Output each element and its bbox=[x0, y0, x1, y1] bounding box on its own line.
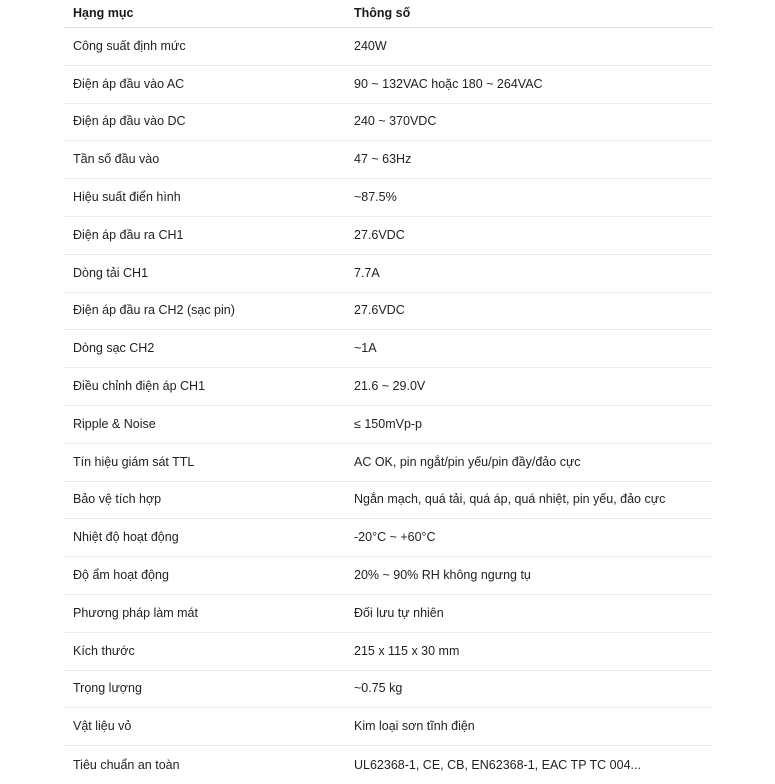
spec-name-cell: Tần số đầu vào bbox=[73, 152, 160, 167]
table-row bbox=[64, 293, 713, 331]
spec-value-cell: ≤ 150mVp-p bbox=[354, 416, 423, 431]
table-row bbox=[64, 444, 713, 482]
spec-name-cell: Độ ẩm hoạt động bbox=[73, 568, 169, 583]
table-row bbox=[64, 406, 713, 444]
spec-name-cell: Tiêu chuẩn an toàn bbox=[73, 757, 180, 772]
table-row bbox=[64, 633, 713, 671]
spec-name-cell: Dòng tải CH1 bbox=[73, 265, 149, 280]
spec-name-cell: Điện áp đầu vào AC bbox=[73, 76, 185, 91]
table-row bbox=[64, 519, 713, 557]
spec-name-cell: Ripple & Noise bbox=[73, 416, 156, 431]
table-row bbox=[64, 595, 713, 633]
spec-value-cell: ~87.5% bbox=[354, 190, 397, 205]
spec-name-cell: Điện áp đầu vào DC bbox=[73, 114, 186, 129]
table-row bbox=[64, 28, 713, 66]
spec-value-cell: UL62368-1, CE, CB, EN62368-1, EAC TP TC 004... bbox=[354, 757, 641, 772]
spec-name-cell: Bảo vệ tích hợp bbox=[73, 492, 162, 507]
table-row bbox=[64, 482, 713, 520]
header-category: Hạng mục bbox=[73, 6, 134, 20]
spec-value-cell: 21.6 ~ 29.0V bbox=[354, 379, 426, 394]
spec-value-cell: 90 ~ 132VAC hoặc 180 ~ 264VAC bbox=[354, 76, 543, 91]
spec-name-cell: Điện áp đầu ra CH1 bbox=[73, 227, 184, 242]
spec-value-cell: 7.7A bbox=[354, 265, 380, 280]
spec-value-cell: -20°C ~ +60°C bbox=[354, 530, 436, 545]
table-row bbox=[64, 179, 713, 217]
spec-value-cell: Ngắn mạch, quá tải, quá áp, quá nhiệt, pin yếu, đảo cực bbox=[354, 492, 666, 507]
spec-value-cell: AC OK, pin ngắt/pin yếu/pin đầy/đảo cực bbox=[354, 454, 581, 469]
table-row bbox=[64, 66, 713, 104]
table-row bbox=[64, 746, 713, 784]
table-row bbox=[64, 557, 713, 595]
spec-value-cell: 27.6VDC bbox=[354, 303, 405, 318]
header-spec: Thông số bbox=[354, 6, 411, 20]
spec-value-cell: 240W bbox=[354, 38, 387, 53]
spec-name-cell: Tín hiệu giám sát TTL bbox=[73, 454, 195, 469]
spec-name-cell: Trọng lượng bbox=[73, 681, 142, 696]
spec-name-cell: Kích thước bbox=[73, 643, 135, 658]
table-row bbox=[64, 255, 713, 293]
table-body bbox=[64, 28, 713, 784]
spec-name-cell: Nhiệt độ hoạt động bbox=[73, 530, 179, 545]
spec-table bbox=[64, 0, 713, 784]
spec-value-cell: ~1A bbox=[354, 341, 377, 356]
spec-name-cell: Dòng sạc CH2 bbox=[73, 341, 155, 356]
spec-value-cell: ~0.75 kg bbox=[354, 681, 403, 696]
spec-name-cell: Công suất định mức bbox=[73, 38, 186, 53]
table-row bbox=[64, 330, 713, 368]
table-row bbox=[64, 368, 713, 406]
table-row bbox=[64, 708, 713, 746]
spec-value-cell: 27.6VDC bbox=[354, 227, 405, 242]
spec-value-cell: Kim loại sơn tĩnh điện bbox=[354, 719, 475, 734]
spec-name-cell: Điện áp đầu ra CH2 (sạc pin) bbox=[73, 303, 235, 318]
spec-name-cell: Vật liệu vỏ bbox=[73, 719, 132, 734]
spec-name-cell: Hiệu suất điển hình bbox=[73, 190, 181, 205]
table-row bbox=[64, 141, 713, 179]
spec-name-cell: Điều chỉnh điện áp CH1 bbox=[73, 379, 206, 394]
table-row bbox=[64, 104, 713, 142]
spec-value-cell: 20% ~ 90% RH không ngưng tụ bbox=[354, 568, 531, 583]
table-row bbox=[64, 217, 713, 255]
spec-value-cell: Đối lưu tự nhiên bbox=[354, 605, 444, 620]
spec-value-cell: 215 x 115 x 30 mm bbox=[354, 643, 460, 658]
table-header-row bbox=[64, 0, 713, 28]
table-row bbox=[64, 671, 713, 709]
spec-value-cell: 47 ~ 63Hz bbox=[354, 152, 412, 167]
spec-name-cell: Phương pháp làm mát bbox=[73, 605, 198, 620]
spec-value-cell: 240 ~ 370VDC bbox=[354, 114, 437, 129]
